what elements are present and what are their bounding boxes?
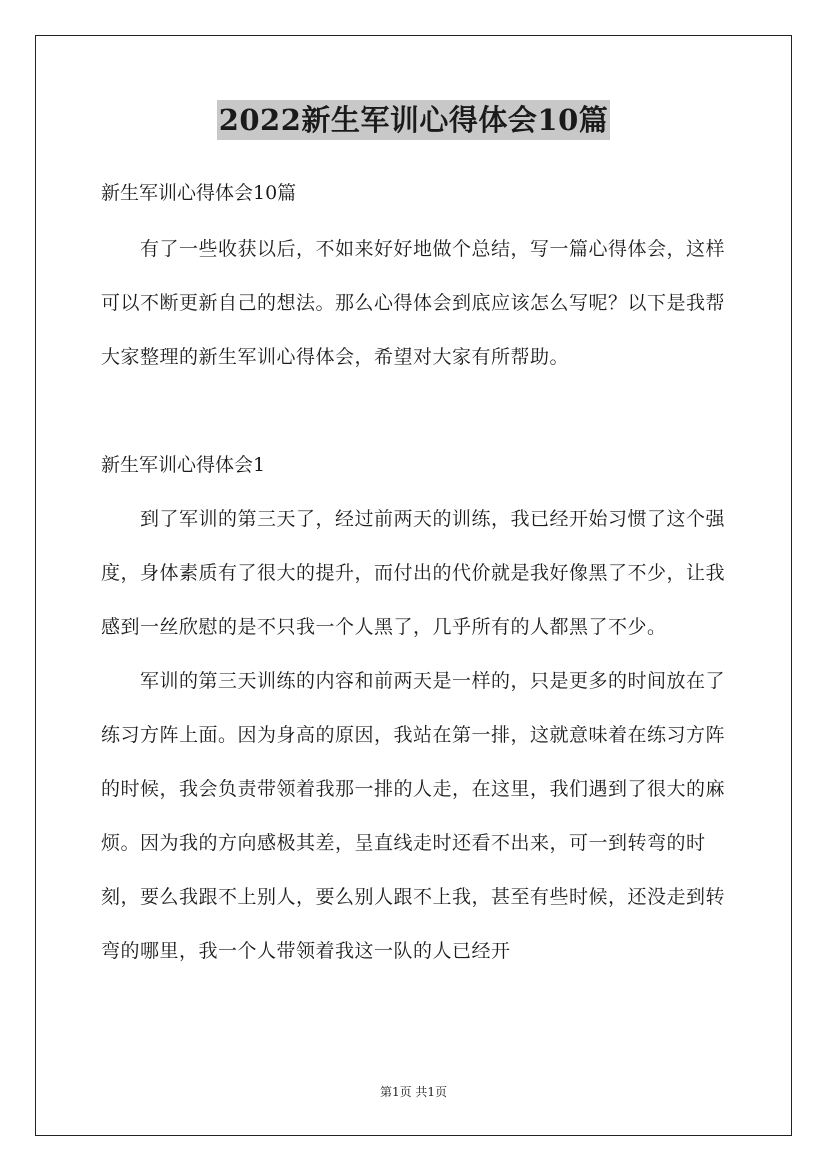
page-footer: 第1页 共1页 (379, 1085, 448, 1099)
document-title: 2022新生军训心得体会10篇 (217, 100, 611, 140)
intro-paragraph (101, 222, 728, 384)
title-wrap (0, 100, 827, 140)
body-paragraph: 到了军训的第三天了，经过前两天的训练，我已经开始习惯了这个强度，身体素质有了很大的提升，而付出的代价就是我好像黑了不少，让我感到一丝欣慰的是不只我一个人黑了，几乎所有的人都黑了不少。 (101, 508, 726, 638)
document-subtitle: 新生军训心得体会10篇 (101, 182, 297, 204)
body-text (101, 492, 728, 978)
body-paragraph: 军训的第三天训练的内容和前两天是一样的，只是更多的时间放在了练习方阵上面。因为身高的原因，我站在第一排，这就意味着在练习方阵的时候，我会负责带领着我那一排的人走，在这里，我们遇到了很大的麻烦。因为我的方向感极其差，呈直线走时还看不出来，可一到转弯的时刻，要么我跟不上别人，要么别人跟不上我，甚至有些时候，还没走到转弯的哪里，我一个人带领着我这一队的人已经开 (101, 670, 726, 962)
intro-text: 有了一些收获以后，不如来好好地做个总结，写一篇心得体会，这样可以不断更新自己的想法。那么心得体会到底应该怎么写呢？以下是我帮大家整理的新生军训心得体会，希望对大家有所帮助。 (101, 238, 726, 368)
section-heading: 新生军训心得体会1 (101, 454, 266, 476)
